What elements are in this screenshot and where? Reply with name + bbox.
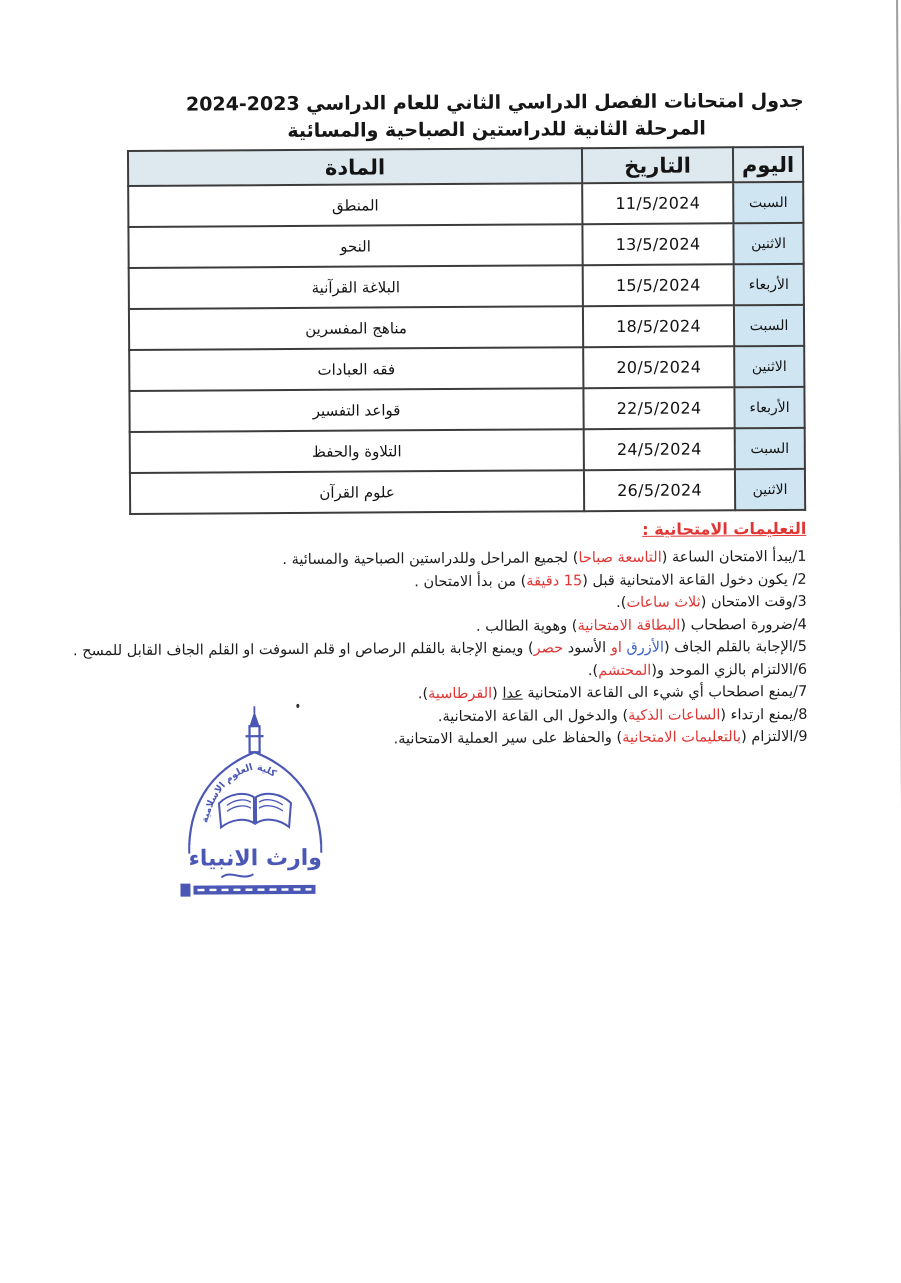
instruction-item: 9/الالتزام (بالتعليمات الامتحانية) والحفاظ على سير العملية الامتحانية. <box>113 726 807 753</box>
instruction-item: 6/الالتزام بالزي الموحد و(المحتشم). <box>113 658 807 685</box>
instruction-item: 4/ضرورة اصطحاب (البطاقة الامتحانية) وهوية الطالب . <box>113 613 807 640</box>
day-cell: السبت <box>734 305 804 346</box>
instruction-item: 5/الإجابة بالقلم الجاف (الأزرق او الأسود حصر) ويمنع الإجابة بالقلم الرصاص او قلم السوفت او القلم الجاف القابل للمسح . <box>113 636 807 663</box>
subject-cell: فقه العبادات <box>129 347 583 391</box>
table-row <box>130 428 805 473</box>
day-cell: الاثنين <box>734 346 804 387</box>
table-row <box>130 469 805 514</box>
day-cell: السبت <box>733 182 803 223</box>
date-cell: 18/5/2024 <box>583 305 734 347</box>
subject-cell: علوم القرآن <box>130 470 584 514</box>
date-cell: 13/5/2024 <box>582 223 733 265</box>
subject-cell: التلاوة والحفظ <box>130 429 584 473</box>
table-row <box>129 305 804 350</box>
instructions-heading: التعليمات الامتحانية : <box>112 519 806 542</box>
instruction-item: 3/وقت الامتحان (ثلاث ساعات). <box>113 591 807 618</box>
table-row <box>129 387 804 432</box>
subject-cell: قواعد التفسير <box>129 388 583 432</box>
day-cell: الاثنين <box>735 469 805 510</box>
academic-year: 2024-2023 <box>186 93 300 116</box>
date-cell: 11/5/2024 <box>582 182 733 224</box>
date-cell: 15/5/2024 <box>583 264 734 306</box>
document-title-line2: المرحلة الثانية للدراستين الصباحية والمسائية <box>287 117 706 142</box>
subject-cell: البلاغة القرآنية <box>129 265 583 309</box>
instruction-item: 8/يمنع ارتداء (الساعات الذكية) والدخول الى القاعة الامتحانية. <box>113 703 807 730</box>
exam-schedule-table <box>127 146 806 515</box>
date-cell: 20/5/2024 <box>583 346 734 388</box>
day-cell: السبت <box>735 428 805 469</box>
instruction-item: 2/ يكون دخول القاعة الامتحانية قبل (15 دقيقة) من بدأ الامتحان . <box>113 568 807 595</box>
col-header-day: اليوم <box>733 147 803 182</box>
table-row <box>128 182 803 227</box>
document-title-line1 <box>186 90 804 116</box>
instruction-item: 1/يبدأ الامتحان الساعة (التاسعة صباحا) لجميع المراحل وللدراستين الصباحية والمسائية . <box>112 546 806 573</box>
table-header-row <box>128 147 803 186</box>
table-row <box>129 264 804 309</box>
date-cell: 22/5/2024 <box>583 387 734 429</box>
table-row <box>129 346 804 391</box>
day-cell: الأربعاء <box>734 264 804 305</box>
day-cell: الاثنين <box>733 223 803 264</box>
col-header-subject: المادة <box>128 148 582 186</box>
day-cell: الأربعاء <box>734 387 804 428</box>
scan-page-edge <box>896 0 901 1277</box>
subject-cell: النحو <box>128 224 582 268</box>
title-text: جدول امتحانات الفصل الدراسي الثاني للعام الدراسي <box>306 90 804 115</box>
date-cell: 24/5/2024 <box>584 428 735 470</box>
stamp-main-text: وارث الانبياء <box>189 846 322 872</box>
stamp-arc-text: كلية العلوم الاسلامية <box>199 761 279 824</box>
svg-text:كلية العلوم الاسلامية <box>199 761 279 824</box>
date-cell: 26/5/2024 <box>584 469 735 511</box>
table-row <box>128 223 803 268</box>
subject-cell: المنطق <box>128 183 582 227</box>
instruction-item: 7/يمنع اصطحاب أي شيء الى القاعة الامتحانية عدا (القرطاسية). <box>113 681 807 708</box>
university-stamp-icon <box>162 705 347 908</box>
col-header-date: التاريخ <box>582 147 733 183</box>
subject-cell: مناهج المفسرين <box>129 306 583 350</box>
